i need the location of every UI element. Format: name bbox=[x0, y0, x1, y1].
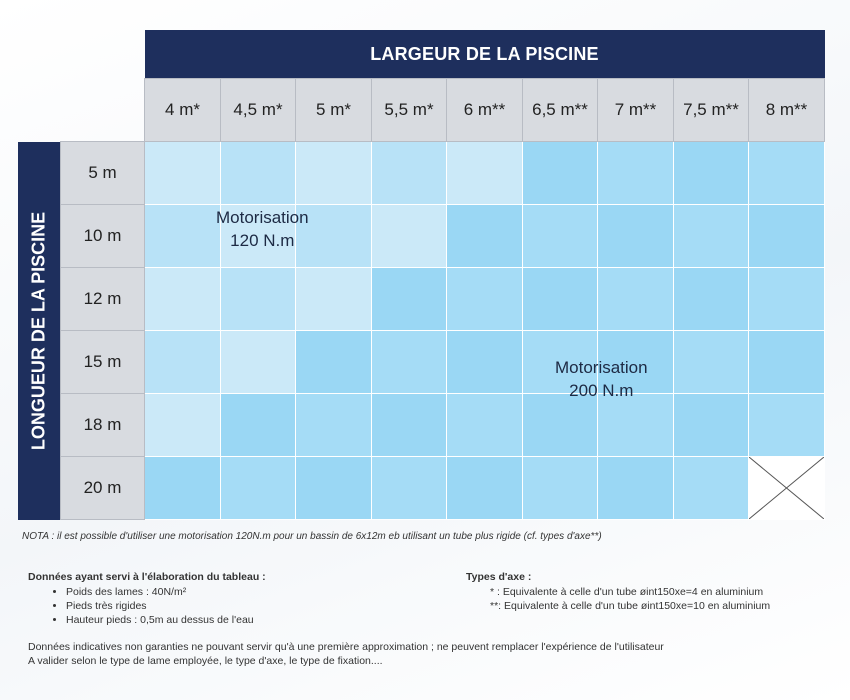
cell-motor-200 bbox=[674, 205, 749, 268]
axis-types-block bbox=[466, 571, 770, 613]
cell-motor-120 bbox=[296, 268, 372, 331]
column-header: 8 m** bbox=[749, 79, 825, 142]
row-header: 10 m bbox=[61, 205, 145, 268]
column-header: 4 m* bbox=[145, 79, 221, 142]
cell-motor-120 bbox=[145, 331, 221, 394]
cell-motor-200 bbox=[145, 457, 221, 520]
column-header: 5 m* bbox=[296, 79, 372, 142]
width-title: LARGEUR DE LA PISCINE bbox=[145, 30, 825, 79]
footer-line: Données indicatives non garanties ne pouvant servir qu'à une première approximation ; ne peuvent remplacer l'expérience de l'utilisateur bbox=[28, 641, 664, 653]
cell-motor-200 bbox=[598, 205, 674, 268]
cell-motor-200 bbox=[221, 457, 296, 520]
cell-motor-200 bbox=[674, 457, 749, 520]
cell-motor-200 bbox=[372, 457, 447, 520]
cell-motor-200 bbox=[221, 394, 296, 457]
row-header: 18 m bbox=[61, 394, 145, 457]
cell-motor-200 bbox=[447, 457, 523, 520]
data-basis-item: • Hauteur pieds : 0,5m au dessus de l'eau bbox=[66, 613, 266, 627]
cell-motor-200 bbox=[372, 331, 447, 394]
cell-motor-120 bbox=[372, 142, 447, 205]
motorisation-table bbox=[18, 30, 825, 520]
motor-120-label bbox=[216, 206, 309, 252]
column-header: 6,5 m** bbox=[523, 79, 598, 142]
motor-200-label bbox=[555, 356, 648, 402]
column-header: 4,5 m* bbox=[221, 79, 296, 142]
cell-motor-200 bbox=[598, 457, 674, 520]
cell-motor-120 bbox=[145, 394, 221, 457]
column-header: 5,5 m* bbox=[372, 79, 447, 142]
motor-120-label-line: 120 N.m bbox=[230, 231, 295, 250]
cell-motor-200 bbox=[523, 268, 598, 331]
cell-motor-200 bbox=[523, 205, 598, 268]
cell-motor-200 bbox=[674, 331, 749, 394]
cell-motor-200 bbox=[523, 457, 598, 520]
cell-motor-120 bbox=[447, 142, 523, 205]
footer-line: A valider selon le type de lame employée, le type d'axe, le type de fixation.... bbox=[28, 655, 383, 667]
cell-motor-200 bbox=[749, 331, 825, 394]
length-title-text: LONGUEUR DE LA PISCINE bbox=[28, 211, 49, 450]
axis-types-title: Types d'axe : bbox=[466, 571, 532, 583]
cell-motor-200 bbox=[598, 268, 674, 331]
cell-motor-120 bbox=[221, 268, 296, 331]
cell-motor-200 bbox=[749, 268, 825, 331]
motor-120-label-line: Motorisation bbox=[216, 208, 309, 227]
cell-motor-200 bbox=[447, 268, 523, 331]
row-header: 15 m bbox=[61, 331, 145, 394]
cell-motor-200 bbox=[447, 205, 523, 268]
length-title bbox=[18, 142, 61, 520]
cell-motor-120 bbox=[145, 268, 221, 331]
data-basis-item: • Pieds très rigides bbox=[66, 599, 266, 613]
cell-motor-200 bbox=[447, 394, 523, 457]
axis-type-item: * : Equivalente à celle d'un tube øint150xe=4 en aluminium bbox=[490, 586, 764, 598]
cell-not-available bbox=[749, 457, 825, 520]
nota-text: NOTA : il est possible d'utiliser une motorisation 120N.m pour un bassin de 6x12m eb utilisant un tube plus rigide (cf. types d'axe**) bbox=[22, 531, 602, 542]
cell-motor-200 bbox=[674, 142, 749, 205]
cell-motor-200 bbox=[523, 394, 598, 457]
cell-motor-200 bbox=[296, 457, 372, 520]
motor-200-label-line: Motorisation bbox=[555, 358, 648, 377]
cell-motor-200 bbox=[372, 394, 447, 457]
row-header: 12 m bbox=[61, 268, 145, 331]
footer-note bbox=[28, 640, 664, 668]
corner-blank bbox=[18, 30, 145, 79]
column-header: 6 m** bbox=[447, 79, 523, 142]
motor-200-label-line: 200 N.m bbox=[569, 381, 634, 400]
column-header: 7,5 m** bbox=[674, 79, 749, 142]
cell-motor-120 bbox=[221, 331, 296, 394]
cell-motor-120 bbox=[221, 142, 296, 205]
row-header: 5 m bbox=[61, 142, 145, 205]
cell-motor-120 bbox=[296, 142, 372, 205]
column-header: 7 m** bbox=[598, 79, 674, 142]
cross-icon bbox=[749, 457, 824, 519]
data-basis-item: • Poids des lames : 40N/m² bbox=[66, 585, 266, 599]
cell-motor-200 bbox=[296, 331, 372, 394]
cell-motor-200 bbox=[296, 394, 372, 457]
cell-motor-120 bbox=[372, 205, 447, 268]
data-basis-block bbox=[28, 571, 266, 627]
cell-motor-200 bbox=[372, 268, 447, 331]
cell-motor-200 bbox=[749, 142, 825, 205]
cell-motor-200 bbox=[598, 142, 674, 205]
cell-motor-120 bbox=[145, 205, 221, 268]
corner-blank-2 bbox=[18, 79, 145, 142]
cell-motor-200 bbox=[674, 268, 749, 331]
cell-motor-200 bbox=[447, 331, 523, 394]
cell-motor-200 bbox=[749, 205, 825, 268]
axis-type-item: **: Equivalente à celle d'un tube øint150xe=10 en aluminium bbox=[490, 600, 771, 612]
cell-motor-200 bbox=[523, 142, 598, 205]
row-header: 20 m bbox=[61, 457, 145, 520]
cell-motor-200 bbox=[674, 394, 749, 457]
cell-motor-200 bbox=[749, 394, 825, 457]
data-basis-title: Données ayant servi à l'élaboration du tableau : bbox=[28, 571, 266, 583]
cell-motor-120 bbox=[145, 142, 221, 205]
cell-motor-200 bbox=[598, 394, 674, 457]
